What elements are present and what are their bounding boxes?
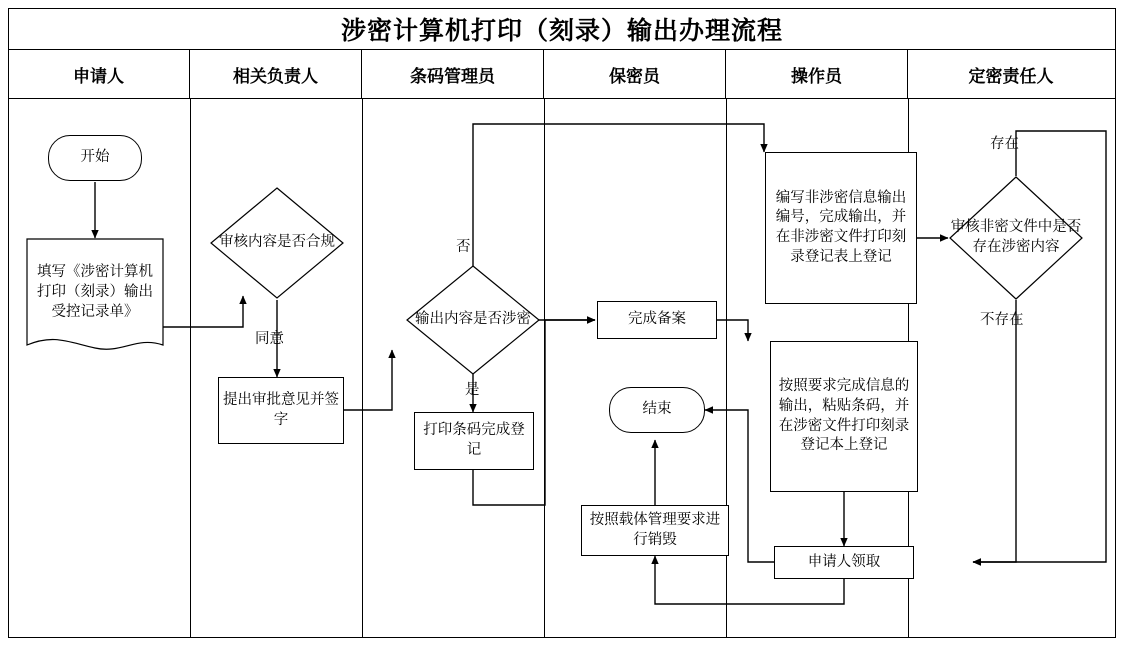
node-start[interactable]: 开始 bbox=[48, 135, 142, 181]
node-nonsecret-output[interactable]: 编写非涉密信息输出编号，完成输出，并在非涉密文件打印刻录登记表上登记 bbox=[765, 152, 917, 304]
node-fill-form-label: 填写《涉密计算机打印（刻录）输出受控记录单》 bbox=[37, 263, 153, 321]
lane-header-applicant: 申请人 bbox=[8, 50, 190, 98]
node-check-nonsecret[interactable] bbox=[949, 176, 1083, 300]
lane-header-operator: 操作员 bbox=[726, 50, 908, 98]
lane-header-security-officer: 保密员 bbox=[544, 50, 726, 98]
lane-divider-1 bbox=[190, 99, 191, 638]
node-end[interactable]: 结束 bbox=[609, 387, 705, 433]
node-applicant-receive[interactable]: 申请人领取 bbox=[774, 546, 914, 579]
lane-header-classifier: 定密责任人 bbox=[968, 66, 1054, 86]
swimlane-header-row bbox=[8, 50, 1116, 99]
node-print-barcode[interactable]: 打印条码完成登记 bbox=[414, 412, 534, 470]
lane-divider-4 bbox=[726, 99, 727, 638]
lane-divider-3 bbox=[544, 99, 545, 638]
node-is-secret[interactable] bbox=[406, 265, 540, 375]
edge-label-yes: 是 bbox=[465, 382, 480, 398]
diagram-title-bar bbox=[8, 8, 1116, 50]
node-review-content-label: 审核内容是否合规 bbox=[219, 234, 335, 251]
edge-label-exists: 存在 bbox=[990, 136, 1019, 152]
edge-label-no: 否 bbox=[456, 239, 471, 255]
page-title: 涉密计算机打印（刻录）输出办理流程 bbox=[340, 16, 783, 45]
node-check-nonsecret-label: 审核非密文件中是否存在涉密内容 bbox=[950, 219, 1082, 255]
node-fill-form[interactable] bbox=[26, 238, 164, 356]
edge-label-not-exists: 不存在 bbox=[980, 312, 1024, 328]
node-is-secret-label: 输出内容是否涉密 bbox=[415, 311, 531, 328]
node-approval-sign[interactable]: 提出审批意见并签字 bbox=[218, 377, 344, 444]
node-secret-output[interactable]: 按照要求完成信息的输出，粘贴条码，并在涉密文件打印刻录登记本上登记 bbox=[770, 341, 918, 492]
node-finish-record[interactable]: 完成备案 bbox=[597, 301, 717, 339]
lane-header-manager: 相关负责人 bbox=[190, 50, 362, 98]
diagram-frame bbox=[8, 8, 1116, 638]
node-destroy[interactable]: 按照载体管理要求进行销毁 bbox=[581, 505, 729, 556]
lane-divider-2 bbox=[362, 99, 363, 638]
lane-header-barcode-admin: 条码管理员 bbox=[362, 50, 544, 98]
node-review-content[interactable] bbox=[210, 187, 344, 299]
edge-label-agree: 同意 bbox=[255, 331, 284, 347]
